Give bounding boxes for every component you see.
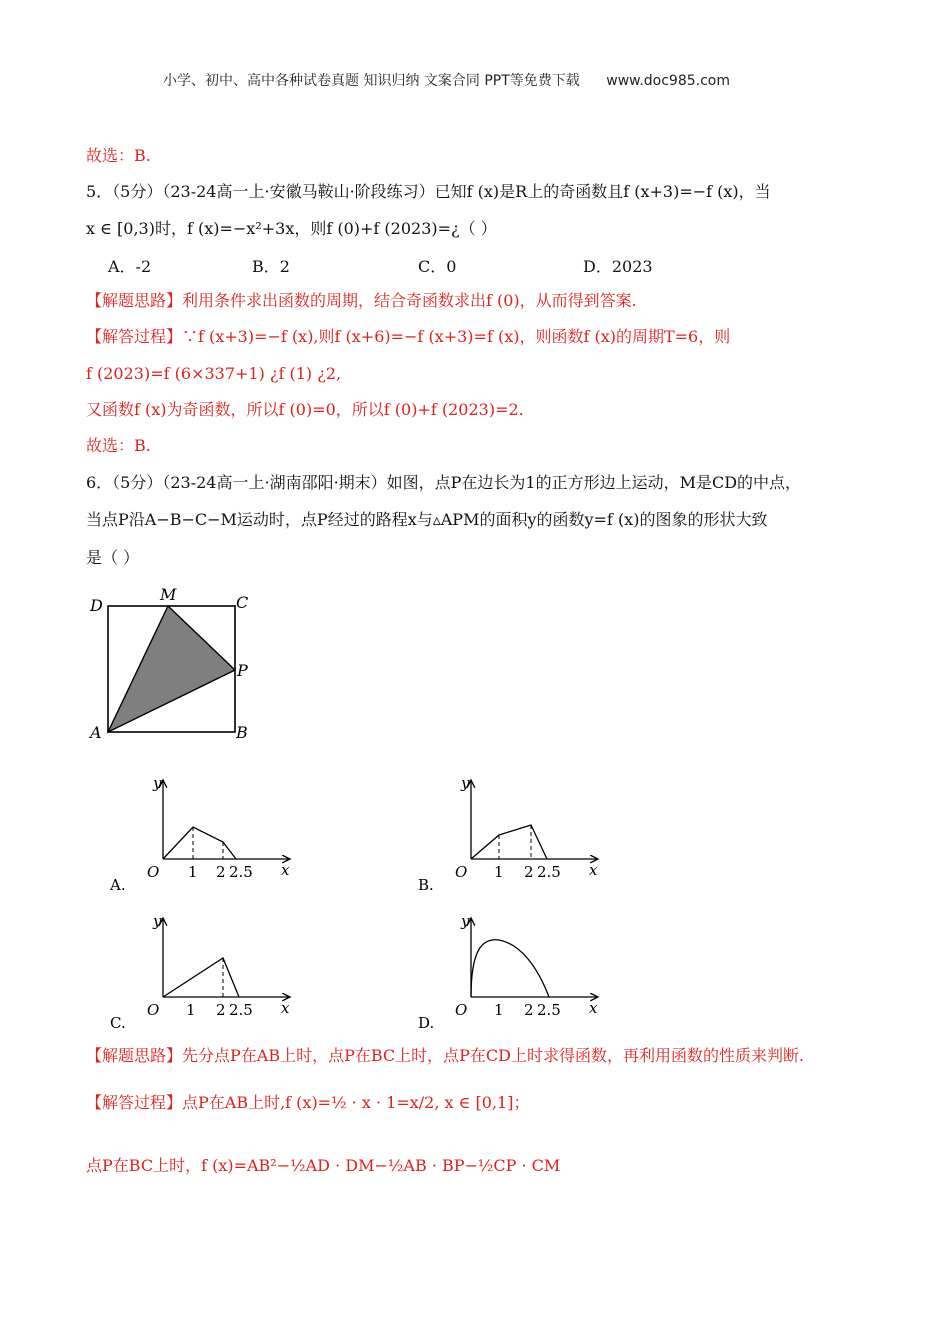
option-d-label: D. — [418, 1014, 435, 1032]
graph-option-d — [413, 908, 613, 1033]
header-text: 小学、初中、高中各种试卷真题 知识归纳 文案合同 PPT等免费下载 — [163, 73, 580, 89]
answer-line-q5: 故选：B. — [86, 436, 151, 455]
origin-label: O — [455, 863, 468, 881]
tick-1: 1 — [494, 863, 504, 881]
q6-stem-3: 是（ ） — [86, 548, 140, 567]
answer-line-q4: 故选：B. — [86, 146, 151, 165]
axis-x-label: x — [589, 861, 598, 879]
tick-2: 2 — [216, 863, 226, 881]
curve-a — [163, 827, 236, 859]
label-M: M — [160, 585, 177, 604]
axis-y-label: y — [153, 912, 162, 930]
q5-solution-idea: 【解题思路】利用条件求出函数的周期，结合奇函数求出f (0)，从而得到答案. — [86, 291, 637, 310]
tick-2: 2 — [216, 1001, 226, 1019]
page-header — [163, 70, 730, 92]
tick-1: 1 — [186, 1001, 196, 1019]
label-A: A — [90, 723, 102, 742]
tick-2-5: 2.5 — [537, 1001, 561, 1019]
axis-y-label: y — [461, 774, 470, 792]
square-figure — [80, 578, 280, 748]
q5-solution-process-2: f (2023)=f (6×337+1) ¿f (1) ¿2, — [86, 364, 342, 383]
graph-option-a — [105, 770, 305, 895]
label-C: C — [236, 593, 249, 612]
header-site: www.doc985.com — [606, 73, 730, 89]
axis-y-label: y — [153, 774, 162, 792]
origin-label: O — [455, 1001, 468, 1019]
curve-c — [163, 958, 239, 997]
axis-x-label: x — [281, 861, 290, 879]
option-c-label: C. — [110, 1014, 126, 1032]
q5-solution-process-3: 又函数f (x)为奇函数，所以f (0)=0，所以f (0)+f (2023)=2. — [86, 400, 524, 419]
q6-solution-idea: 【解题思路】先分点P在AB上时，点P在BC上时，点P在CD上时求得函数，再利用函数的性质来判断. — [86, 1046, 805, 1065]
tick-2: 2 — [524, 863, 534, 881]
origin-label: O — [147, 863, 160, 881]
q6-stem-1: 6．（5分）（23-24高一上·湖南邵阳·期末）如图，点P在边长为1的正方形边上运动，M是CD的中点， — [86, 473, 802, 492]
triangle-apm — [108, 606, 235, 732]
graph-option-b — [413, 770, 613, 895]
curve-d — [471, 940, 549, 997]
label-D: D — [90, 596, 103, 615]
q5-stem-2: x ∈ [0,3)时，f (x)=−x²+3x，则f (0)+f (2023)=¿（ ） — [86, 219, 497, 238]
tick-2-5: 2.5 — [229, 863, 253, 881]
q5-option-b: B．2 — [252, 257, 290, 276]
q5-option-d: D．2023 — [583, 257, 653, 276]
tick-2-5: 2.5 — [537, 863, 561, 881]
tick-2: 2 — [524, 1001, 534, 1019]
tick-1: 1 — [494, 1001, 504, 1019]
axis-y-label: y — [461, 912, 470, 930]
tick-2-5: 2.5 — [229, 1001, 253, 1019]
q6-solution-process-1: 【解答过程】点P在AB上时,f (x)=½ · x · 1=x/2, x ∈ [0,1]； — [86, 1093, 530, 1112]
option-a-label: A. — [110, 876, 126, 894]
label-B: B — [236, 723, 248, 742]
curve-b — [471, 825, 547, 859]
q6-stem-2: 当点P沿A−B−C−M运动时，点P经过的路程x与▵APM的面积y的函数y=f (x)的图象的形状大致 — [86, 510, 768, 529]
q5-option-a: A．-2 — [108, 257, 152, 276]
label-P: P — [237, 661, 248, 680]
q5-option-c: C．0 — [418, 257, 457, 276]
axis-x-label: x — [589, 999, 598, 1017]
q5-stem-1: 5．（5分）（23-24高一上·安徽马鞍山·阶段练习）已知f (x)是R上的奇函数且f (x+3)=−f (x)，当 — [86, 182, 771, 201]
q6-solution-process-2: 点P在BC上时，f (x)=AB²−½AD · DM−½AB · BP−½CP · CM — [86, 1156, 561, 1175]
origin-label: O — [147, 1001, 160, 1019]
tick-1: 1 — [188, 863, 198, 881]
graph-option-c — [105, 908, 305, 1033]
option-b-label: B. — [418, 876, 434, 894]
q5-solution-process-1: 【解答过程】∵f (x+3)=−f (x),则f (x+6)=−f (x+3)=f (x)，则函数f (x)的周期T=6，则 — [86, 327, 731, 346]
axis-x-label: x — [281, 999, 290, 1017]
